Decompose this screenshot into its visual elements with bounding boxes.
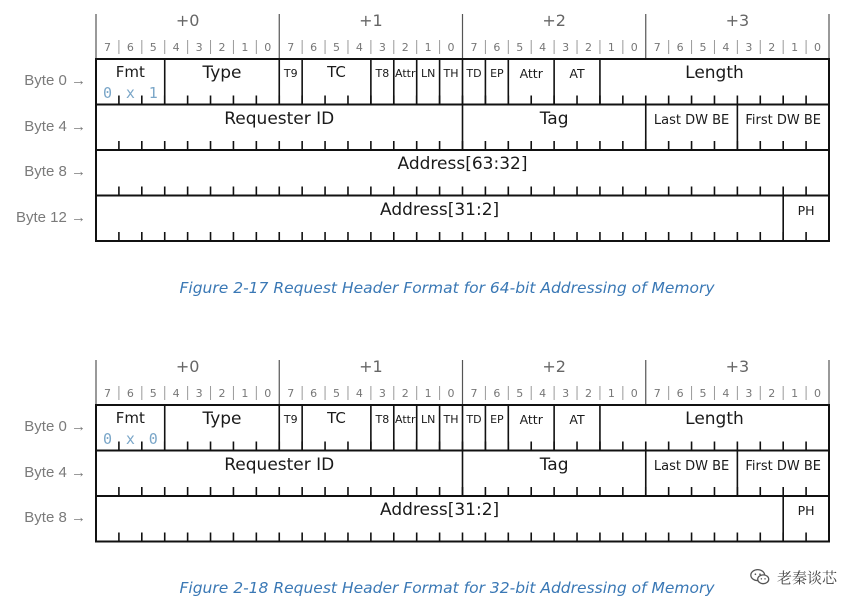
field-label: Requester ID	[224, 454, 335, 475]
bit-number-label: 4	[355, 41, 363, 54]
bit-number-label: 1	[424, 41, 432, 54]
field-label: EP	[490, 413, 504, 426]
bit-number-label: 6	[493, 387, 501, 400]
field-label: Tag	[539, 108, 569, 129]
bit-number-label: 5	[699, 387, 707, 400]
field-label: Attr	[394, 67, 416, 80]
field-label: PH	[797, 202, 815, 218]
field-label: T8	[375, 413, 390, 426]
bit-number-label: 2	[218, 41, 226, 54]
bit-number-label: 1	[791, 387, 799, 400]
bit-number-label: 2	[401, 41, 409, 54]
bit-number-label: 4	[355, 387, 363, 400]
bit-number-label: 0	[447, 387, 455, 400]
row-byte-label: Byte 8 →	[24, 509, 86, 526]
fmt-value-digit: 0	[148, 430, 158, 448]
bit-number-label: 3	[378, 387, 386, 400]
bit-number-label: 3	[378, 41, 386, 54]
field-label: AT	[569, 66, 585, 81]
figure-caption: Figure 2-18 Request Header Format for 32-bit Addressing of Memory	[179, 579, 715, 597]
bit-number-label: 1	[607, 41, 615, 54]
bit-number-label: 3	[195, 387, 203, 400]
field-label: Address[31:2]	[380, 500, 500, 520]
bit-number-label: 2	[401, 387, 409, 400]
field-label: TH	[443, 67, 459, 80]
bit-number-label: 0	[447, 41, 455, 54]
field-label: LN	[420, 67, 436, 80]
byte-offset-label: +1	[359, 357, 383, 376]
bit-number-label: 4	[172, 387, 180, 400]
field-label: Last DW BE	[653, 458, 730, 474]
bit-number-label: 7	[653, 387, 661, 400]
bit-number-label: 3	[745, 387, 753, 400]
bit-number-label: 2	[218, 387, 226, 400]
bit-number-label: 6	[126, 41, 134, 54]
field-label: Fmt	[115, 409, 145, 427]
byte-offset-label: +0	[175, 11, 200, 30]
bit-number-label: 6	[310, 387, 318, 400]
field-label: T8	[375, 67, 390, 80]
bit-number-label: 6	[126, 387, 134, 400]
bit-number-label: 5	[149, 41, 157, 54]
bit-number-label: 0	[814, 41, 822, 54]
row-byte-label: Byte 12 →	[15, 208, 86, 226]
bit-number-label: 6	[676, 41, 684, 54]
bit-number-label: 2	[768, 41, 776, 54]
field-label: Attr	[519, 66, 543, 81]
bit-number-label: 5	[149, 387, 157, 400]
row-byte-label: Byte 8 →	[24, 163, 86, 180]
field-label: Attr	[519, 412, 543, 427]
field-label: Tag	[539, 454, 569, 475]
field-label: Last DW BE	[653, 112, 730, 128]
figure-caption: Figure 2-17 Request Header Format for 64-bit Addressing of Memory	[179, 279, 715, 297]
fmt-value-digit: 1	[148, 84, 158, 102]
bit-number-label: 2	[584, 387, 592, 400]
bit-number-label: 3	[562, 41, 570, 54]
figure-2-18	[0, 346, 865, 614]
field-label: TH	[443, 413, 459, 426]
watermark-text: 老秦谈芯	[776, 568, 837, 587]
bit-number-label: 3	[195, 41, 203, 54]
field-label: TC	[327, 409, 346, 427]
field-label: Type	[202, 409, 242, 429]
bit-number-label: 6	[310, 41, 318, 54]
field-label: First DW BE	[745, 458, 821, 474]
bit-number-label: 4	[172, 41, 180, 54]
bit-number-label: 4	[722, 41, 730, 54]
field-label: Type	[202, 63, 242, 83]
bit-number-label: 6	[493, 41, 501, 54]
row-byte-label: Byte 0 →	[24, 72, 86, 89]
bit-number-label: 7	[470, 41, 478, 54]
field-label: Length	[685, 409, 744, 429]
bit-number-label: 0	[630, 41, 638, 54]
field-label: Length	[685, 63, 744, 83]
byte-offset-label: +2	[542, 357, 566, 376]
row-byte-label: Byte 0 →	[24, 418, 86, 435]
row-byte-label: Byte 4 →	[24, 117, 86, 135]
bit-number-label: 5	[699, 41, 707, 54]
bit-number-label: 5	[333, 41, 341, 54]
bit-number-label: 2	[768, 387, 776, 400]
field-label: Fmt	[115, 63, 145, 81]
bit-number-label: 5	[516, 387, 524, 400]
field-label: LN	[420, 413, 436, 426]
field-label: TD	[466, 67, 482, 80]
fmt-value-digit: 0	[102, 84, 112, 102]
field-label: AT	[569, 412, 585, 427]
bit-number-label: 4	[722, 387, 730, 400]
bit-number-label: 1	[241, 41, 249, 54]
row-byte-label: Byte 4 →	[24, 463, 86, 481]
wechat-icon	[749, 566, 771, 588]
field-label: Address[63:32]	[397, 154, 528, 174]
fmt-value-digit: 0	[102, 430, 112, 448]
bit-number-label: 0	[814, 387, 822, 400]
bit-number-label: 0	[264, 387, 272, 400]
byte-offset-label: +3	[725, 357, 750, 376]
bit-number-label: 7	[103, 387, 111, 400]
field-label: EP	[490, 67, 504, 80]
byte-offset-label: +3	[725, 11, 750, 30]
bit-number-label: 3	[562, 387, 570, 400]
fmt-value-digit: x	[125, 84, 135, 102]
bit-number-label: 1	[607, 387, 615, 400]
bit-number-label: 4	[539, 41, 547, 54]
bit-number-label: 0	[264, 41, 272, 54]
field-label: T9	[283, 67, 298, 80]
bit-number-label: 1	[791, 41, 799, 54]
byte-offset-label: +0	[175, 357, 200, 376]
bit-number-label: 5	[516, 41, 524, 54]
bit-number-label: 4	[539, 387, 547, 400]
field-label: TD	[466, 413, 482, 426]
byte-offset-label: +1	[359, 11, 383, 30]
bit-number-label: 7	[470, 387, 478, 400]
bit-number-label: 2	[584, 41, 592, 54]
bit-number-label: 3	[745, 41, 753, 54]
bit-number-label: 1	[424, 387, 432, 400]
bit-number-label: 7	[103, 41, 111, 54]
bit-number-label: 6	[676, 387, 684, 400]
bit-number-label: 5	[333, 387, 341, 400]
bit-number-label: 7	[287, 387, 295, 400]
bit-number-label: 7	[653, 41, 661, 54]
field-label: T9	[283, 413, 298, 426]
field-label: Requester ID	[224, 108, 335, 129]
fmt-value-digit: x	[125, 430, 135, 448]
field-label: Address[31:2]	[380, 199, 500, 220]
bit-number-label: 0	[630, 387, 638, 400]
field-label: PH	[797, 503, 815, 518]
byte-offset-label: +2	[542, 11, 566, 30]
bit-number-label: 7	[287, 41, 295, 54]
field-label: TC	[327, 63, 346, 81]
field-label: First DW BE	[745, 112, 821, 128]
bit-number-label: 1	[241, 387, 249, 400]
watermark	[749, 566, 837, 588]
field-label: Attr	[394, 413, 416, 426]
